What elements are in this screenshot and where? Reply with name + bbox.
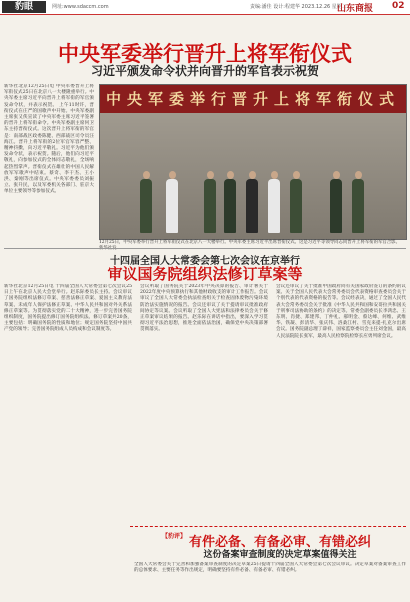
- article1-subtitle: 习近平颁发命令状并向晋升的军官表示祝贺: [90, 64, 319, 78]
- person-figure: [268, 179, 280, 233]
- ceremony-photo: [99, 84, 407, 240]
- page-number: 02: [392, 1, 405, 11]
- article1-lead: 新华社北京12月25日电 中央军委晋升上将军衔仪式25日在北京八一大楼隆重举行。中央军委主席习近平向晋升上将军衔的军官颁发命令状，并表示祝贺。: [4, 84, 94, 108]
- section-divider: [4, 248, 406, 249]
- person-figure: [330, 179, 342, 233]
- person-figure: [224, 179, 236, 233]
- section-logo: 豹眼: [2, 1, 46, 13]
- article2-col3: 会议还审议了关于批准中国政府同有关国家政府签订的条约的议案、关于全国人民代表大会常务委员会代表资格审查委员会关于个别代表的代表资格的报告等。会议经表决，通过了全国人民代表大会常务委员会关于批准《中华人民共和国和安哥拉共和国关于刑事司法协助的条约》的决定等。常委会副委员长李鸿忠、王东明、肖捷、郑建邦、丁仲礼、郝明金、蔡达峰、何维、武维华、铁凝、彭清华、张庆伟、洛桑江村、雪克来提·扎克尔出席会议。国务院副总理丁薛祥，国家监察委员会主任刘金国，最高人民法院院长张军，最高人民检察院检察长应勇列席会议。: [276, 284, 406, 339]
- photo-stage: [100, 113, 406, 239]
- person-figure: [166, 179, 178, 233]
- page-header: [0, 0, 410, 15]
- article2-title: 审议国务院组织法修订草案等: [107, 265, 303, 283]
- commentary-tag: 【豹评】: [162, 533, 187, 540]
- article2-kicker: 十四届全国人大常委会第七次会议在京举行: [110, 256, 300, 267]
- article3-body: 全国人大常委会关于完善和加强备案审查制度的决定草案25日提请十四届全国人大常委会第七次会议审议。决定草案对备案审查工作的总体要求、主要任务等作出规定，明确要坚持有件必备、有备必审、有错必纠。: [134, 562, 406, 574]
- person-figure: [140, 179, 152, 233]
- person-figure: [246, 179, 258, 233]
- article1-body: [4, 84, 94, 240]
- article3-title: 有件必备、有备必审、有错必纠: [188, 535, 371, 550]
- site-url[interactable]: 网址:www.sdaccm.com: [52, 4, 109, 10]
- person-figure: [352, 179, 364, 233]
- photo-banner: 中央军委举行晋升上将军衔仪式: [100, 85, 406, 113]
- paper-name: 山东商报: [337, 4, 374, 14]
- article1-text: 上午11时许，晋衔仪式在庄严的国歌声中开始。中央军委副主席张又侠宣读了中央军委主席习近平签署的晋升上将军衔命令。中央军委副主席何卫东主持晋衔仪式。这次晋升上将军衔的军官是：南部战区政委陈健、西部战区司令员汪海江。晋升上将军衔的2位军官军容严整、精神抖擞，向习近平敬礼。习近平为他们颁发命令状，表示祝贺。随后，他们向习近平敬礼，向参加仪式的全体同志敬礼，全场响起热烈掌声。晋衔仪式在雄壮的中国人民解放军军歌声中结束。蔡奇、李干杰、王小洪、秦刚等出席仪式。中央军委委员刘振立、张升民，以及军委机关各部门、驻京大单位主要领导等参加仪式。: [4, 102, 94, 195]
- article2-col1: 新华社北京12月25日电 十四届全国人大常委会第七次会议25日上午在北京人民大会堂举行。赵乐际委员长主持。会议审议了国务院组织法修订草案、慈善法修正草案、爱国主义教育法草案、未成年人保护法修正草案、中华人民共和国对外关系法修正草案等。为贯彻落实党的二十大精神，进一步完善国务院组织制度，国务院提出修订国务院组织法。修订草案共20条，主要包括：明确国务院的性质和地位；规定国务院坚持中国共产党的领导；完善国务院组成人员构成和会议制度等。: [4, 284, 132, 333]
- issue-meta: 责编:潘佳 设计:程建华 2023.12.26 星期二: [250, 4, 347, 10]
- article2-col2: 会议听取了国务院关于2023年中央决算的报告、审计署关于2022年度中央预算执行和其他财政收支的审计工作报告。会议审议了全国人大常委会执法检查组关于检查固体废物污染环境防治法实施情况的报告。会议还审议了关于提请审议批准政府间协定等议案。会议听取了全国人大宪法和法律委员会关于修正草案审议结果的报告。赵乐际在讲话中指出，要深入学习贯彻习近平法治思想，推进全面依法治国，确保党中央决策部署贯彻落实。: [140, 284, 268, 333]
- article1-title: 中央军委举行晋升上将军衔仪式: [58, 42, 352, 66]
- article3-subtitle: 这份备案审查制度的决定草案值得关注: [203, 550, 357, 560]
- photo-caption: 12月25日，中央军委举行晋升上将军衔仪式在北京八一大楼举行。中央军委主席习近平出席晋衔仪式。这是习近平等领导同志同晋升上将军衔的军官合影。: [99, 240, 400, 245]
- person-figure: [290, 179, 302, 233]
- person-figure: [204, 179, 216, 233]
